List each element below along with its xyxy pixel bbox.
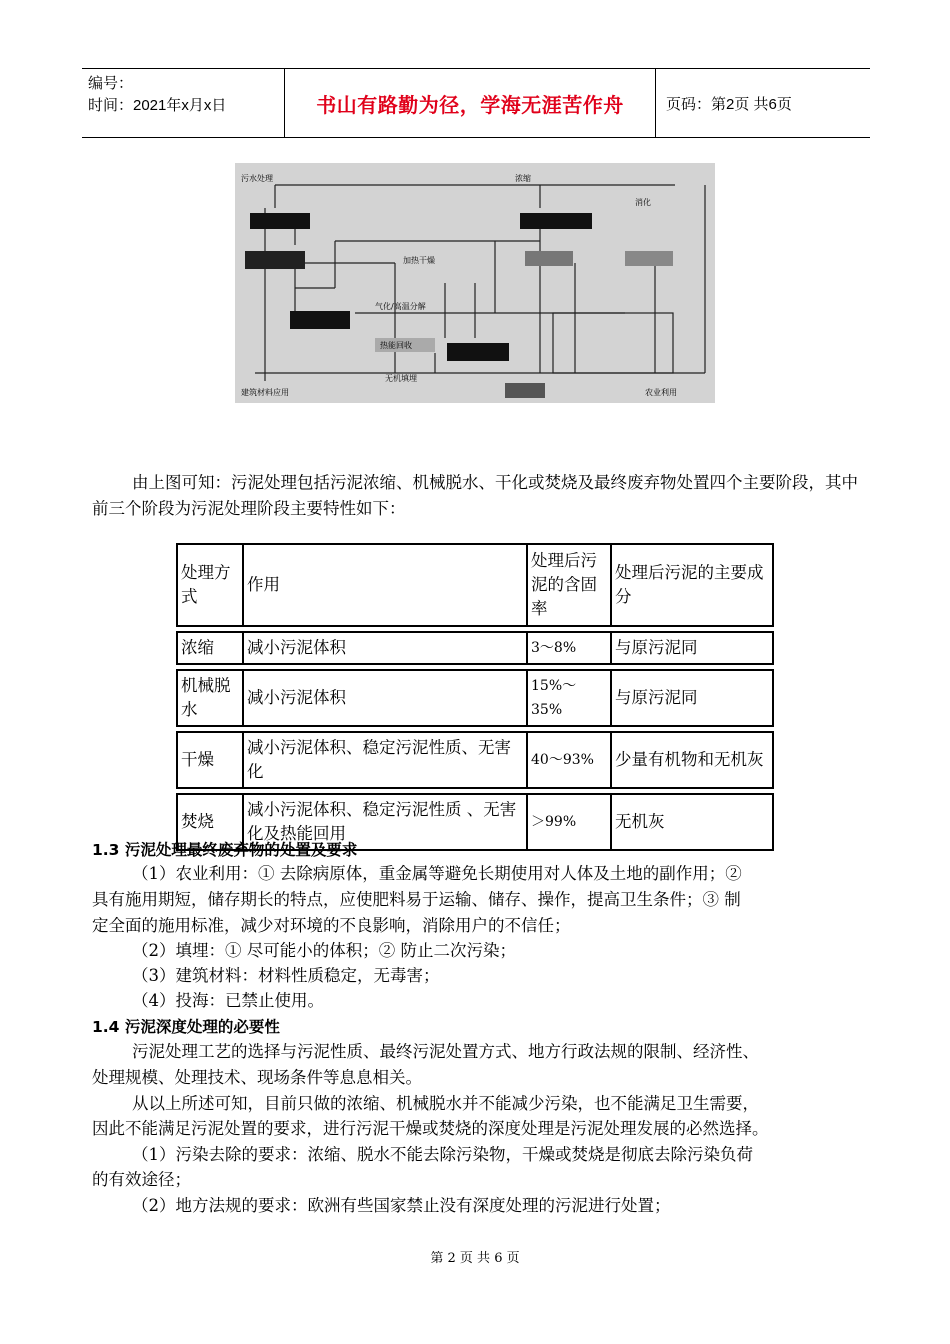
label-heat-drying: 加热干燥 xyxy=(403,256,435,265)
label-gasification: 气化/高温分解 xyxy=(375,302,426,311)
table-cell: 减小污泥体积、稳定污泥性质、无害化 xyxy=(243,732,527,788)
table-cell: 15%～35% xyxy=(527,670,611,726)
section-1-3-line: （2）填埋：① 尽可能小的体积；② 防止二次污染； xyxy=(132,941,516,960)
table-cell: 无机灰 xyxy=(611,794,773,850)
sludge-treatment-table xyxy=(176,543,774,851)
section-1-3-title: 1.3 污泥处理最终废弃物的处置及要求 xyxy=(92,841,358,859)
page-header xyxy=(82,68,870,138)
label-land-application: 无机填埋 xyxy=(385,374,417,383)
compost-box xyxy=(525,251,573,266)
label-wastewater: 污水处理 xyxy=(241,174,273,183)
page-footer: 第 2 页 共 6 页 xyxy=(430,1251,520,1266)
table-header-row xyxy=(177,544,773,626)
section-1-3-line: （4）投海：已禁止使用。 xyxy=(132,991,324,1010)
table-cell: 40～93% xyxy=(527,732,611,788)
intro-paragraph: 由上图可知：污泥处理包括污泥浓缩、机械脱水、干化或焚烧及最终废弃物处置四个主要阶段，其中前三个阶段为污泥处理阶段主要特性如下： xyxy=(92,473,858,518)
table-cell: 机械脱水 xyxy=(177,670,243,726)
section-1-4-line: 从以上所述可知，目前只做的浓缩、机械脱水并不能减少污染，也不能满足卫生需要， xyxy=(132,1094,759,1113)
table-cell: 3～8% xyxy=(527,632,611,664)
table-cell: ＞99% xyxy=(527,794,611,850)
sludge-process-diagram xyxy=(235,163,715,403)
heat-box xyxy=(447,343,509,361)
landfill-box xyxy=(625,251,673,266)
dewatering-box xyxy=(250,213,310,229)
table-row xyxy=(177,670,773,726)
table-cell: 与原污泥同 xyxy=(611,632,773,664)
header-cell: 处理方式 xyxy=(177,544,243,626)
header-cell: 作用 xyxy=(243,544,527,626)
document-date: 时间：2021年x月x日 xyxy=(88,97,227,114)
table-cell: 与原污泥同 xyxy=(611,670,773,726)
table-cell: 浓缩 xyxy=(177,632,243,664)
sea-box xyxy=(505,383,545,398)
section-1-4-title: 1.4 污泥深度处理的必要性 xyxy=(92,1018,280,1036)
section-1-4-line: 的有效途径； xyxy=(92,1170,191,1189)
label-thickening: 浓缩 xyxy=(515,174,531,183)
header-meta xyxy=(82,69,284,137)
section-1-4-line: 污泥处理工艺的选择与污泥性质、最终污泥处置方式、地方行政法规的限制、经济性、 xyxy=(132,1042,759,1061)
section-1-3-line: （1）农业利用：① 去除病原体，重金属等避免长期使用对人体及土地的副作用；② xyxy=(132,864,742,883)
header-cell: 处理后污泥的含固率 xyxy=(527,544,611,626)
table-row xyxy=(177,732,773,788)
label-heat-recovery: 热能回收 xyxy=(380,341,412,350)
table-cell: 减小污泥体积 xyxy=(243,670,527,726)
section-1-4-line: （1）污染去除的要求：浓缩、脱水不能去除污染物，干燥或焚烧是彻底去除污染负荷 xyxy=(132,1145,753,1164)
section-1-3-line: 具有施用期短，储存期长的特点，应使肥料易于运输、储存、操作，提高卫生条件；③ 制 xyxy=(92,890,741,909)
document-number: 编号： xyxy=(88,75,134,92)
section-1-3-line: 定全面的施用标准，减少对环境的不良影响，消除用户的不信任； xyxy=(92,916,571,935)
table-cell: 焚烧 xyxy=(177,794,243,850)
section-1-4-line: 处理规模、处理技术、现场条件等息息相关。 xyxy=(92,1068,422,1087)
incineration-box xyxy=(245,251,305,269)
header-cell: 处理后污泥的主要成分 xyxy=(611,544,773,626)
label-agriculture: 农业利用 xyxy=(645,388,677,397)
table-cell: 少量有机物和无机灰 xyxy=(611,732,773,788)
label-digestion: 消化 xyxy=(635,198,651,207)
gasification-box xyxy=(290,311,350,329)
header-motto: 书山有路勤为径，学海无涯苦作舟 xyxy=(284,69,656,137)
section-1-4-line: （2）地方法规的要求：欧洲有些国家禁止没有深度处理的污泥进行处置； xyxy=(132,1196,671,1215)
header-page-info: 页码：第2页 共6页 xyxy=(666,95,792,113)
process-flow-svg xyxy=(235,163,715,403)
table-cell: 减小污泥体积 xyxy=(243,632,527,664)
thickening-box xyxy=(520,213,592,229)
section-1-4-line: 因此不能满足污泥处置的要求，进行污泥干燥或焚烧的深度处理是污泥处理发展的必然选择。 xyxy=(92,1119,769,1138)
section-1-3-line: （3）建筑材料：材料性质稳定，无毒害； xyxy=(132,966,440,985)
table-cell: 减小污泥体积、稳定污泥性质 、无害化及热能回用 xyxy=(243,794,527,850)
table-cell: 干燥 xyxy=(177,732,243,788)
table-row xyxy=(177,632,773,664)
label-building-materials: 建筑材料应用 xyxy=(241,388,289,397)
